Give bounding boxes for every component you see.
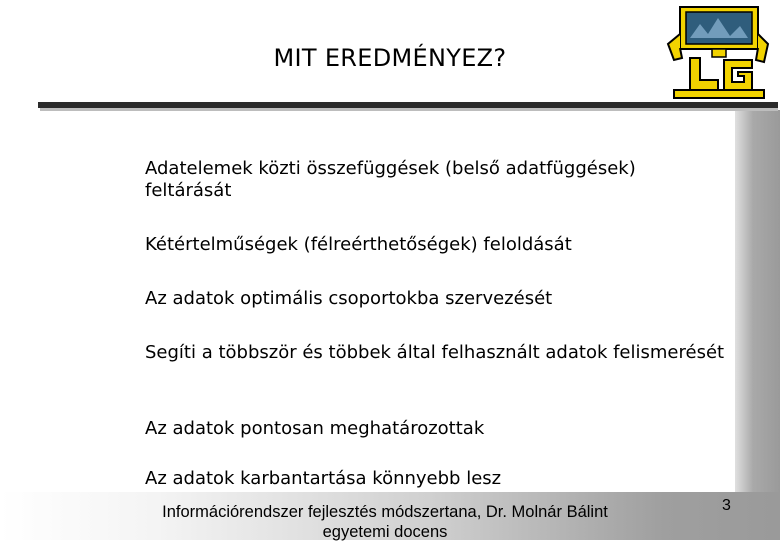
slide-title: MIT EREDMÉNYEZ? (273, 44, 507, 72)
title-divider-shadow (40, 108, 778, 111)
computer-mascot-logo-icon (660, 4, 776, 100)
bullet-item: Segíti a többször és többek által felhasznált adatok felismerését (145, 342, 725, 363)
bullet-item: Az adatok pontosan meghatározottak (145, 418, 485, 439)
bullet-item: Kétértelműségek (félreérthetőségek) feloldását (145, 234, 572, 255)
right-decor-bar (735, 110, 780, 540)
page-number: 3 (722, 497, 731, 514)
footer-text: Információrendszer fejlesztés módszertana, Dr. Molnár Bálint egyetemi docens (162, 503, 608, 541)
bullet-list (145, 158, 725, 490)
bullet-item: Adatelemek közti összefüggések (belső adatfüggések) feltárását (145, 158, 636, 201)
bullet-item: Az adatok karbantartása könnyebb lesz (145, 468, 502, 489)
bullet-item: Az adatok optimális csoportokba szervezését (145, 288, 553, 309)
